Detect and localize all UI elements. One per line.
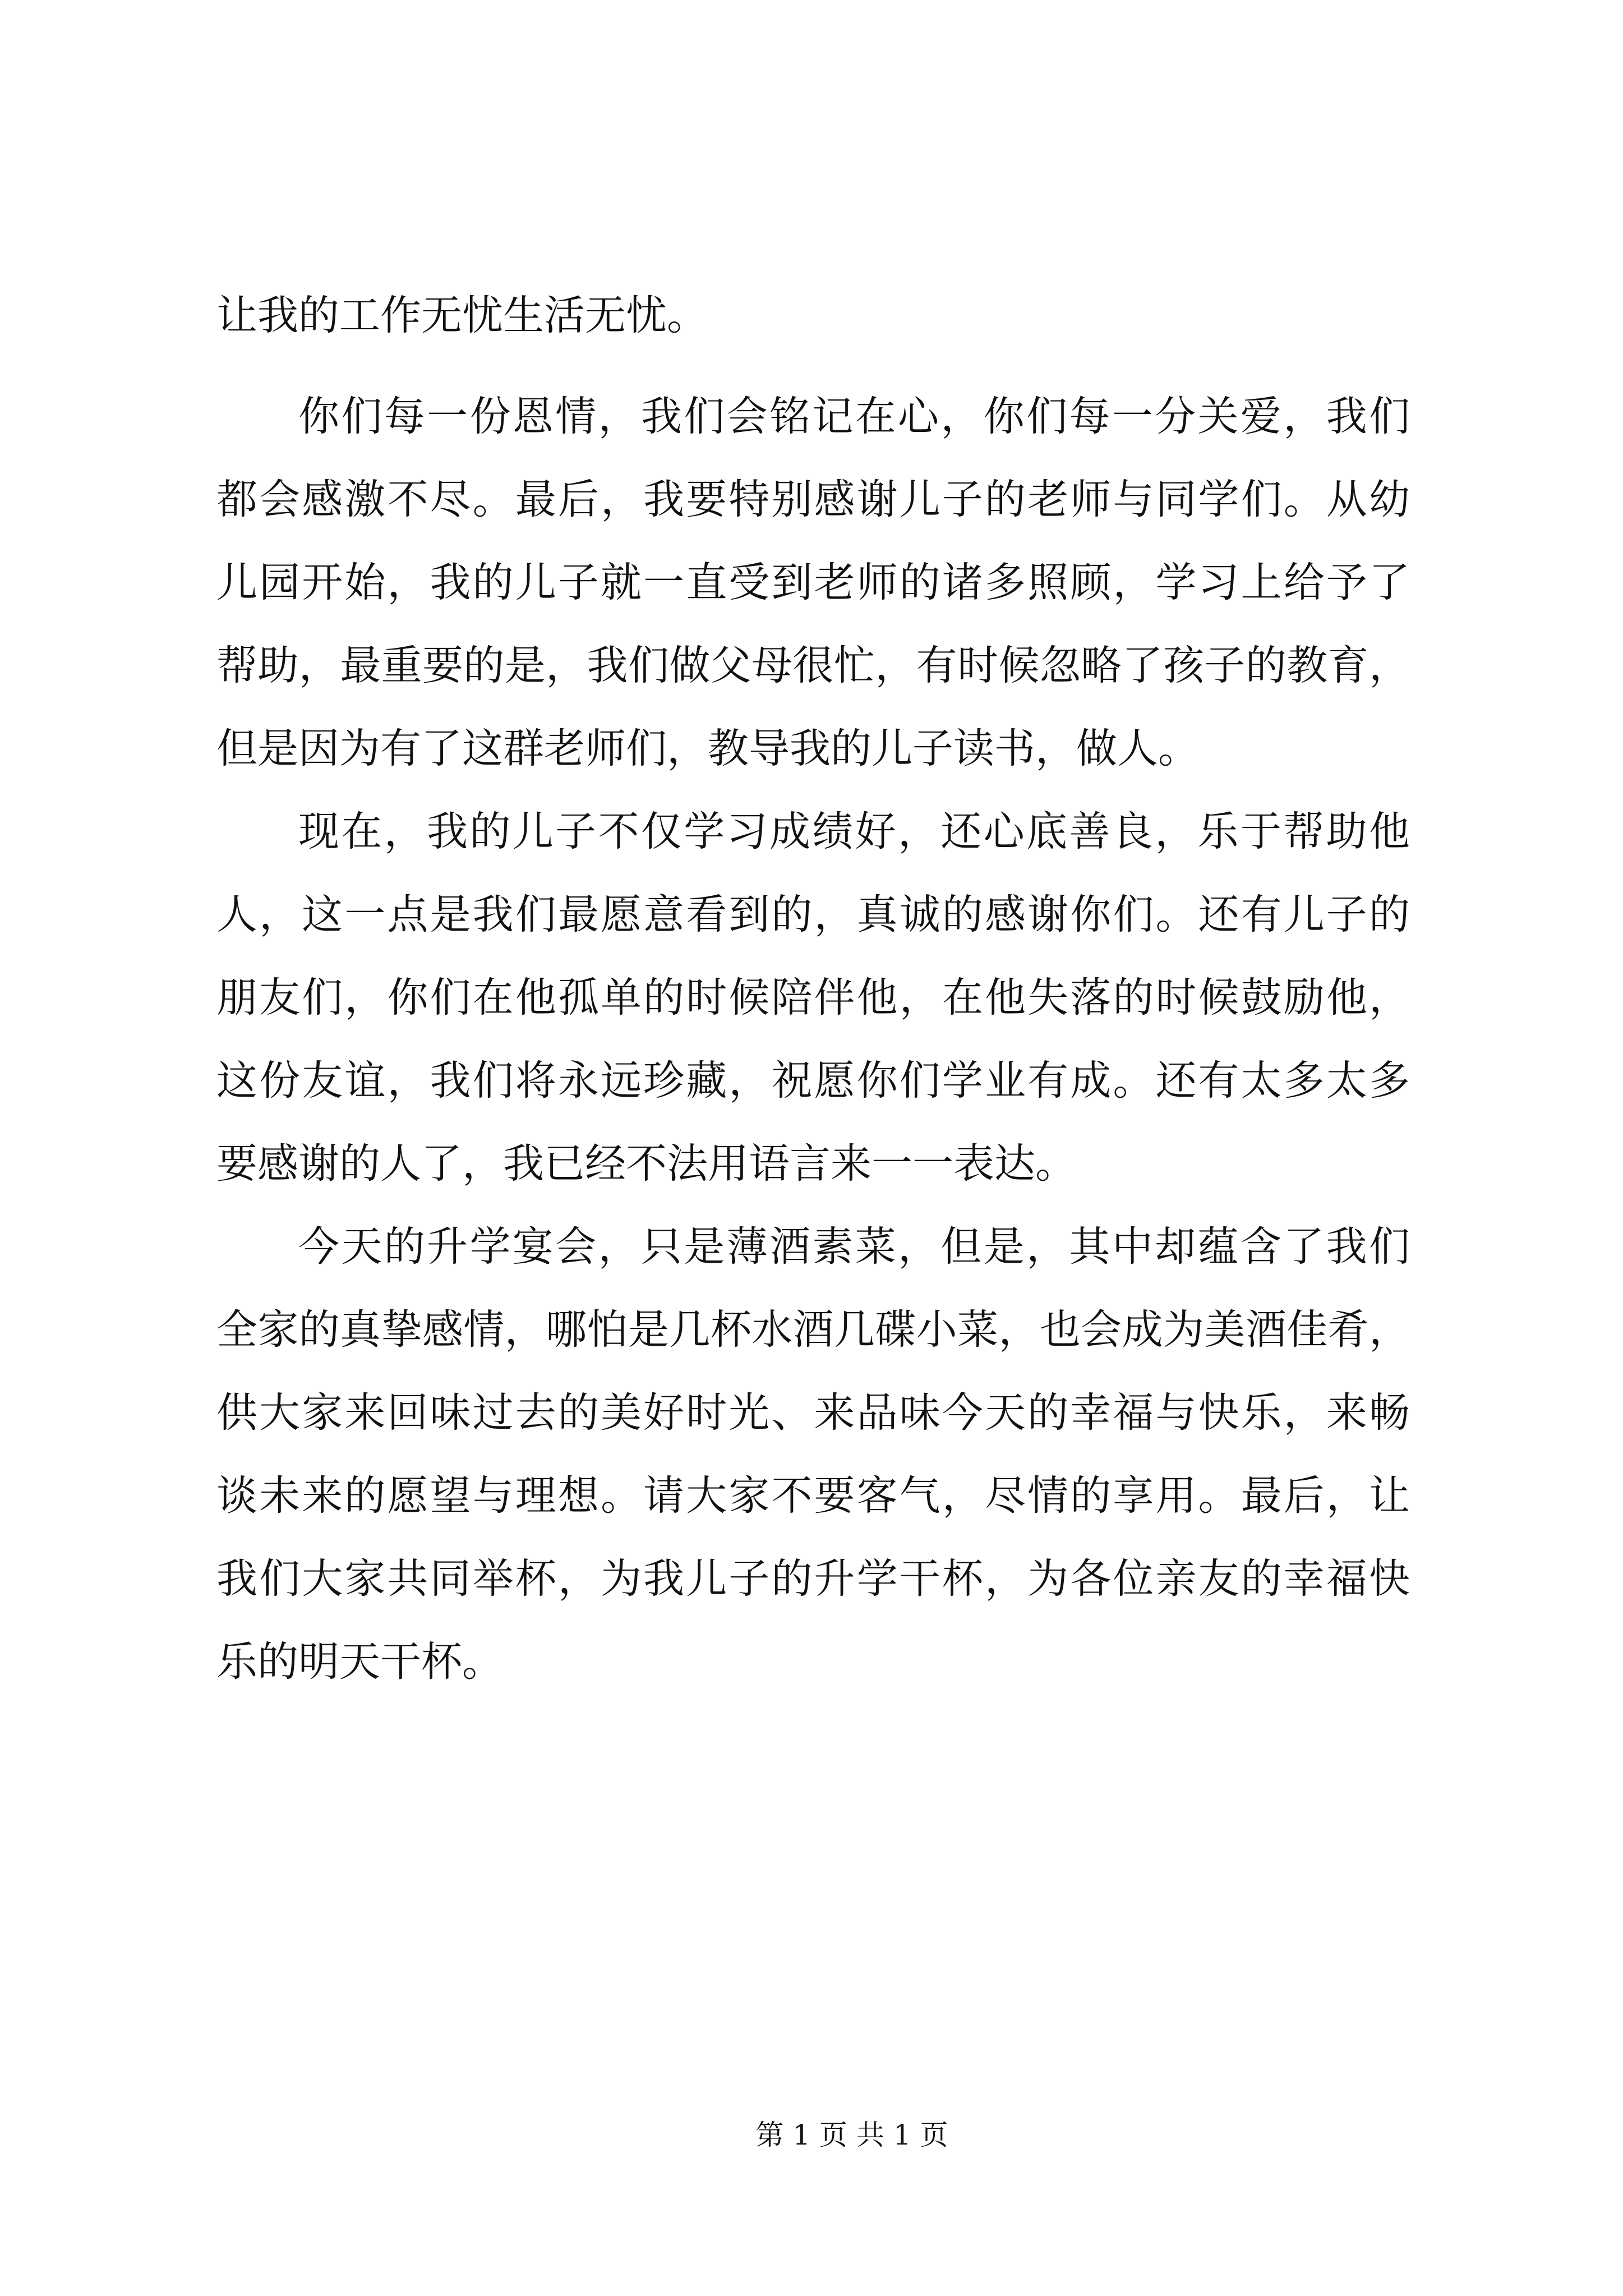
text-line: 这份友谊，我们将永远珍藏，祝愿你们学业有成。还有太多太多 xyxy=(216,1057,1410,1105)
text-line: 人，这一点是我们最愿意看到的，真诚的感谢你们。还有儿子的 xyxy=(216,891,1410,938)
body-text xyxy=(216,375,1410,1704)
paragraph-gratitude xyxy=(216,375,1410,790)
text-line: 都会感激不尽。最后，我要特别感谢儿子的老师与同学们。从幼 xyxy=(216,476,1410,523)
text-line: 朋友们，你们在他孤单的时候陪伴他，在他失落的时候鼓励他， xyxy=(216,974,1410,1022)
text-line: 乐的明天干杯。 xyxy=(216,1638,503,1686)
text-line: 但是因为有了这群老师们，教导我的儿子读书，做人。 xyxy=(216,725,1199,772)
text-line: 我们大家共同举杯，为我儿子的升学干杯，为各位亲友的幸福快 xyxy=(216,1555,1410,1603)
text-line: 让我的工作无忧生活无忧。 xyxy=(216,292,708,339)
text-line: 供大家来回味过去的美好时光、来品味今天的幸福与快乐，来畅 xyxy=(216,1389,1410,1437)
text-line: 谈未来的愿望与理想。请大家不要客气，尽情的享用。最后，让 xyxy=(216,1472,1410,1520)
text-line: 帮助，最重要的是，我们做父母很忙，有时候忽略了孩子的教育， xyxy=(216,642,1410,689)
text-line: 你们每一份恩情，我们会铭记在心，你们每一分关爱，我们 xyxy=(298,393,1410,440)
text-line: 儿园开始，我的儿子就一直受到老师的诸多照顾，学习上给予了 xyxy=(216,559,1410,606)
text-line: 要感谢的人了，我已经不法用语言来一一表达。 xyxy=(216,1140,1076,1188)
body-text-continued xyxy=(216,274,1410,357)
paragraph-continuation xyxy=(216,274,1410,357)
text-line: 今天的升学宴会，只是薄酒素菜，但是，其中却蕴含了我们 xyxy=(298,1223,1410,1271)
page-footer: 第 1 页 共 1 页 xyxy=(755,2119,948,2151)
paragraph-toast xyxy=(216,1205,1410,1704)
text-line: 全家的真挚感情，哪怕是几杯水酒几碟小菜，也会成为美酒佳肴， xyxy=(216,1306,1410,1354)
paragraph-friends xyxy=(216,790,1410,1205)
text-line: 现在，我的儿子不仅学习成绩好，还心底善良，乐于帮助他 xyxy=(298,808,1410,855)
